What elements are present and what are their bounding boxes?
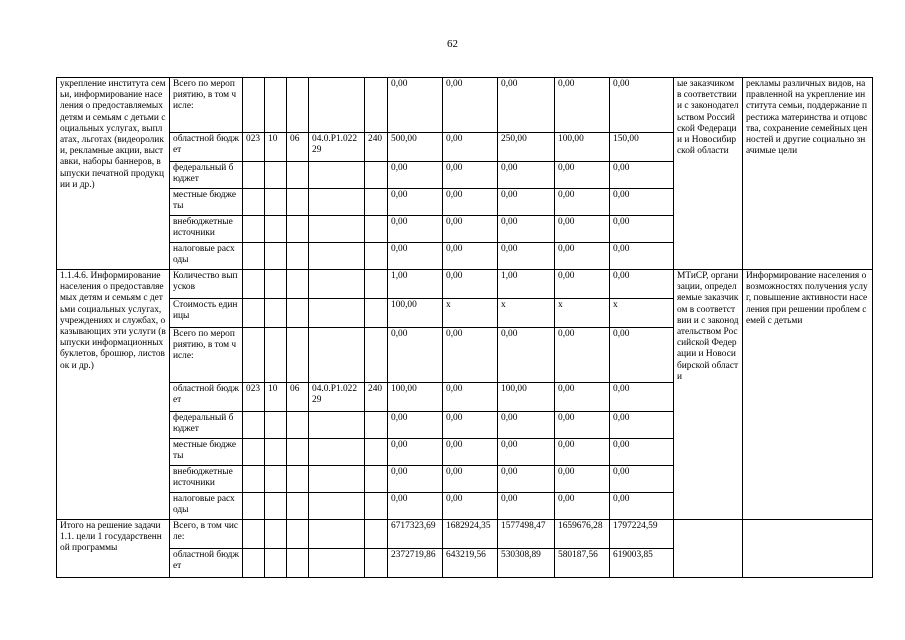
- value-cell: 0,00: [610, 328, 674, 383]
- funding-source-cell: внебюджетные источники: [170, 466, 243, 493]
- funding-source-cell: федеральный бюджет: [170, 412, 243, 439]
- table-row: [57, 270, 873, 299]
- code-cell: 04.0.Р1.02229: [309, 383, 365, 412]
- funding-source-cell: областной бюджет: [170, 549, 243, 578]
- executor-cell: [674, 520, 743, 578]
- code-cell: 06: [287, 383, 309, 412]
- code-cell: [265, 243, 287, 270]
- value-cell: 1,00: [498, 270, 555, 299]
- code-cell: [265, 493, 287, 520]
- value-cell: 0,00: [388, 412, 443, 439]
- code-cell: 240: [365, 133, 388, 162]
- code-cell: [243, 216, 265, 243]
- code-cell: [365, 270, 388, 299]
- code-cell: [309, 466, 365, 493]
- value-cell: 500,00: [388, 133, 443, 162]
- code-cell: [265, 189, 287, 216]
- value-cell: 0,00: [610, 412, 674, 439]
- code-cell: [365, 162, 388, 189]
- value-cell: 0,00: [443, 270, 498, 299]
- value-cell: 0,00: [610, 243, 674, 270]
- value-cell: 0,00: [388, 328, 443, 383]
- value-cell: 100,00: [388, 383, 443, 412]
- value-cell: 0,00: [498, 243, 555, 270]
- code-cell: [265, 412, 287, 439]
- code-cell: [365, 549, 388, 578]
- code-cell: [287, 520, 309, 549]
- code-cell: [365, 328, 388, 383]
- value-cell: 0,00: [610, 216, 674, 243]
- code-cell: [243, 243, 265, 270]
- code-cell: [287, 439, 309, 466]
- value-cell: x: [443, 299, 498, 328]
- value-cell: 0,00: [555, 243, 610, 270]
- value-cell: 0,00: [498, 466, 555, 493]
- value-cell: 150,00: [610, 133, 674, 162]
- value-cell: 0,00: [555, 216, 610, 243]
- code-cell: [265, 328, 287, 383]
- table-row: [57, 78, 873, 133]
- code-cell: 023: [243, 383, 265, 412]
- value-cell: 0,00: [498, 412, 555, 439]
- value-cell: 0,00: [498, 189, 555, 216]
- code-cell: [365, 439, 388, 466]
- code-cell: 10: [265, 383, 287, 412]
- code-cell: [265, 270, 287, 299]
- value-cell: 0,00: [443, 493, 498, 520]
- code-cell: [243, 466, 265, 493]
- funding-source-cell: местные бюджеты: [170, 189, 243, 216]
- funding-source-cell: местные бюджеты: [170, 439, 243, 466]
- code-cell: [309, 270, 365, 299]
- funding-source-cell: Всего по мероприятию, в том числе:: [170, 328, 243, 383]
- code-cell: [287, 78, 309, 133]
- code-cell: [287, 412, 309, 439]
- funding-source-cell: Количество выпусков: [170, 270, 243, 299]
- funding-source-cell: областной бюджет: [170, 133, 243, 162]
- code-cell: 04.0.Р1.02229: [309, 133, 365, 162]
- value-cell: 1577498,47: [498, 520, 555, 549]
- value-cell: 0,00: [610, 493, 674, 520]
- value-cell: 1,00: [388, 270, 443, 299]
- value-cell: 0,00: [443, 78, 498, 133]
- value-cell: 0,00: [443, 412, 498, 439]
- value-cell: 0,00: [388, 78, 443, 133]
- code-cell: [243, 162, 265, 189]
- table-row: [57, 520, 873, 549]
- code-cell: [243, 549, 265, 578]
- value-cell: 619003,85: [610, 549, 674, 578]
- value-cell: 643219,56: [443, 549, 498, 578]
- code-cell: [287, 243, 309, 270]
- value-cell: x: [610, 299, 674, 328]
- value-cell: 0,00: [498, 493, 555, 520]
- code-cell: [365, 78, 388, 133]
- value-cell: 2372719,86: [388, 549, 443, 578]
- value-cell: x: [555, 299, 610, 328]
- code-cell: [309, 216, 365, 243]
- funding-source-cell: налоговые расходы: [170, 493, 243, 520]
- value-cell: 0,00: [388, 439, 443, 466]
- code-cell: 240: [365, 383, 388, 412]
- code-cell: [265, 162, 287, 189]
- value-cell: 0,00: [388, 493, 443, 520]
- value-cell: 0,00: [555, 270, 610, 299]
- code-cell: [309, 189, 365, 216]
- code-cell: [365, 520, 388, 549]
- value-cell: 100,00: [555, 133, 610, 162]
- value-cell: 0,00: [443, 328, 498, 383]
- value-cell: 0,00: [610, 78, 674, 133]
- task-cell: Итого на решение задачи 1.1. цели 1 государственной программы: [57, 520, 170, 578]
- code-cell: [365, 493, 388, 520]
- code-cell: [265, 299, 287, 328]
- value-cell: 0,00: [498, 78, 555, 133]
- code-cell: [309, 78, 365, 133]
- funding-source-cell: областной бюджет: [170, 383, 243, 412]
- code-cell: [287, 299, 309, 328]
- code-cell: [365, 299, 388, 328]
- value-cell: 0,00: [610, 383, 674, 412]
- code-cell: [265, 520, 287, 549]
- code-cell: [309, 162, 365, 189]
- funding-source-cell: Стоимость единицы: [170, 299, 243, 328]
- value-cell: 0,00: [443, 383, 498, 412]
- code-cell: [309, 520, 365, 549]
- value-cell: 100,00: [388, 299, 443, 328]
- code-cell: [243, 439, 265, 466]
- code-cell: [309, 439, 365, 466]
- code-cell: [287, 466, 309, 493]
- value-cell: 6717323,69: [388, 520, 443, 549]
- code-cell: [243, 328, 265, 383]
- funding-source-cell: Всего, в том числе:: [170, 520, 243, 549]
- value-cell: 0,00: [555, 162, 610, 189]
- code-cell: [309, 299, 365, 328]
- funding-source-cell: федеральный бюджет: [170, 162, 243, 189]
- value-cell: 0,00: [443, 216, 498, 243]
- value-cell: 1797224,59: [610, 520, 674, 549]
- code-cell: [265, 78, 287, 133]
- code-cell: 06: [287, 133, 309, 162]
- value-cell: 0,00: [555, 78, 610, 133]
- value-cell: 100,00: [498, 383, 555, 412]
- code-cell: [287, 493, 309, 520]
- value-cell: 0,00: [555, 466, 610, 493]
- code-cell: [243, 493, 265, 520]
- value-cell: 0,00: [443, 466, 498, 493]
- value-cell: 0,00: [443, 133, 498, 162]
- value-cell: 0,00: [443, 439, 498, 466]
- value-cell: 0,00: [610, 270, 674, 299]
- value-cell: 0,00: [443, 243, 498, 270]
- value-cell: 0,00: [610, 189, 674, 216]
- value-cell: 1682924,35: [443, 520, 498, 549]
- value-cell: 0,00: [610, 439, 674, 466]
- code-cell: [365, 243, 388, 270]
- value-cell: 0,00: [555, 383, 610, 412]
- result-cell: Информирование населения о возможностях получения услуг, повышение активности населения при решении проблем семей с детьми: [743, 270, 873, 520]
- value-cell: 0,00: [498, 162, 555, 189]
- value-cell: 0,00: [388, 243, 443, 270]
- value-cell: 0,00: [555, 493, 610, 520]
- value-cell: 0,00: [388, 162, 443, 189]
- code-cell: [243, 520, 265, 549]
- code-cell: [265, 549, 287, 578]
- code-cell: [287, 549, 309, 578]
- value-cell: 0,00: [555, 328, 610, 383]
- code-cell: [309, 412, 365, 439]
- code-cell: [265, 466, 287, 493]
- value-cell: 1659676,28: [555, 520, 610, 549]
- code-cell: [265, 216, 287, 243]
- code-cell: [365, 189, 388, 216]
- code-cell: [287, 189, 309, 216]
- value-cell: 580187,56: [555, 549, 610, 578]
- value-cell: 0,00: [555, 189, 610, 216]
- code-cell: [287, 216, 309, 243]
- code-cell: [365, 412, 388, 439]
- value-cell: 0,00: [443, 162, 498, 189]
- code-cell: [243, 78, 265, 133]
- budget-table: [56, 77, 873, 578]
- code-cell: [243, 270, 265, 299]
- page-number: 62: [447, 38, 458, 50]
- code-cell: [309, 493, 365, 520]
- funding-source-cell: налоговые расходы: [170, 243, 243, 270]
- code-cell: [309, 243, 365, 270]
- value-cell: 0,00: [610, 466, 674, 493]
- code-cell: [309, 549, 365, 578]
- value-cell: 0,00: [555, 439, 610, 466]
- code-cell: [265, 439, 287, 466]
- executor-cell: МТиСР, организации, определяемые заказчиком в соответствии и с законодательством Российской Федерации и Новосибирской области: [674, 270, 743, 520]
- value-cell: 0,00: [498, 216, 555, 243]
- task-cell: 1.1.4.6. Информирование населения о предоставляемых детям и семьям с детьми социальных услугах, учреждениях и службах, оказывающих эти услуги (выпуски информационных буклетов, брошюр, листовок и др.): [57, 270, 170, 520]
- value-cell: 250,00: [498, 133, 555, 162]
- result-cell: рекламы различных видов, направленной на укрепление института семьи, поддержание престижа материнства и отцовства, сохранение семейных ценностей и другие социально значимые цели: [743, 78, 873, 270]
- value-cell: 0,00: [388, 189, 443, 216]
- value-cell: 0,00: [498, 439, 555, 466]
- value-cell: x: [498, 299, 555, 328]
- executor-cell: ые заказчиком в соответствии и с законодательством Российской Федерации и Новосибирской области: [674, 78, 743, 270]
- value-cell: 0,00: [443, 189, 498, 216]
- code-cell: [287, 162, 309, 189]
- value-cell: 0,00: [388, 216, 443, 243]
- code-cell: [365, 216, 388, 243]
- value-cell: 0,00: [610, 162, 674, 189]
- result-cell: [743, 520, 873, 578]
- code-cell: [309, 328, 365, 383]
- funding-source-cell: Всего по мероприятию, в том числе:: [170, 78, 243, 133]
- code-cell: [243, 412, 265, 439]
- value-cell: 530308,89: [498, 549, 555, 578]
- code-cell: [243, 299, 265, 328]
- code-cell: 10: [265, 133, 287, 162]
- code-cell: 023: [243, 133, 265, 162]
- code-cell: [287, 328, 309, 383]
- funding-source-cell: внебюджетные источники: [170, 216, 243, 243]
- value-cell: 0,00: [388, 466, 443, 493]
- code-cell: [243, 189, 265, 216]
- value-cell: 0,00: [498, 328, 555, 383]
- code-cell: [287, 270, 309, 299]
- value-cell: 0,00: [555, 412, 610, 439]
- task-cell: укрепление института семьи, информирование населения о предоставляемых детям и семьям с детьми социальных услугах, выплатах, льготах (видеоролики, рекламные акции, выставки, наборы баннеров, выпуски печатной продукции и др.): [57, 78, 170, 270]
- code-cell: [365, 466, 388, 493]
